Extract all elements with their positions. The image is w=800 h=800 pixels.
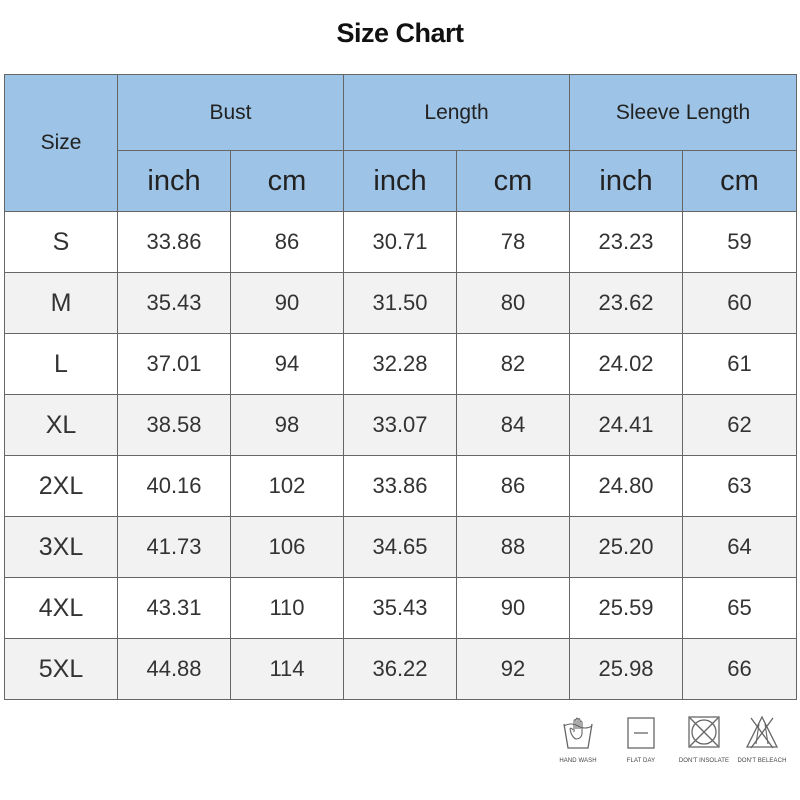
table-row	[5, 334, 797, 395]
measurement-cell: 65	[683, 578, 797, 639]
table-row	[5, 578, 797, 639]
measurement-cell: 36.22	[344, 639, 457, 700]
unit-header: cm	[457, 151, 570, 212]
care-label: DON'T INSOLATE	[678, 758, 730, 764]
measurement-cell: 30.71	[344, 212, 457, 273]
table-row	[5, 212, 797, 273]
measurement-cell: 33.86	[118, 212, 231, 273]
care-item-do-not-tumble-dry	[674, 712, 734, 764]
size-cell: M	[5, 273, 118, 334]
measurement-cell: 44.88	[118, 639, 231, 700]
measurement-cell: 35.43	[118, 273, 231, 334]
measurement-cell: 59	[683, 212, 797, 273]
page-title: Size Chart	[336, 18, 464, 48]
measurement-cell: 63	[683, 456, 797, 517]
measurement-cell: 94	[231, 334, 344, 395]
size-cell: XL	[5, 395, 118, 456]
hand-wash-icon	[561, 712, 595, 752]
measurement-cell: 32.28	[344, 334, 457, 395]
measurement-cell: 86	[457, 456, 570, 517]
size-column-header: Size	[5, 75, 118, 212]
size-cell: 3XL	[5, 517, 118, 578]
care-label: DON'T BELEACH	[737, 758, 787, 764]
unit-header: inch	[570, 151, 683, 212]
header-unit-row	[5, 151, 797, 212]
measurement-cell: 88	[457, 517, 570, 578]
measurement-cell: 24.41	[570, 395, 683, 456]
measurement-cell: 66	[683, 639, 797, 700]
size-cell: 5XL	[5, 639, 118, 700]
measurement-cell: 25.59	[570, 578, 683, 639]
care-item-hand-wash	[548, 712, 608, 764]
measurement-cell: 38.58	[118, 395, 231, 456]
unit-header: inch	[344, 151, 457, 212]
sleeve-length-group-header: Sleeve Length	[570, 75, 797, 151]
measurement-cell: 82	[457, 334, 570, 395]
measurement-cell: 110	[231, 578, 344, 639]
measurement-cell: 25.20	[570, 517, 683, 578]
measurement-cell: 84	[457, 395, 570, 456]
measurement-cell: 60	[683, 273, 797, 334]
size-table-body	[5, 212, 797, 700]
measurement-cell: 35.43	[344, 578, 457, 639]
care-item-do-not-bleach	[732, 712, 792, 764]
measurement-cell: 90	[457, 578, 570, 639]
measurement-cell: 24.80	[570, 456, 683, 517]
table-row	[5, 517, 797, 578]
measurement-cell: 37.01	[118, 334, 231, 395]
measurement-cell: 41.73	[118, 517, 231, 578]
care-label: HAND WASH	[559, 758, 597, 764]
length-group-header: Length	[344, 75, 570, 151]
measurement-cell: 33.07	[344, 395, 457, 456]
unit-header: cm	[231, 151, 344, 212]
measurement-cell: 102	[231, 456, 344, 517]
size-cell: 4XL	[5, 578, 118, 639]
size-chart-table	[4, 74, 797, 700]
measurement-cell: 90	[231, 273, 344, 334]
measurement-cell: 34.65	[344, 517, 457, 578]
measurement-cell: 92	[457, 639, 570, 700]
table-row	[5, 395, 797, 456]
table-row	[5, 273, 797, 334]
care-label: FLAT DAY	[626, 758, 656, 764]
flat-dry-icon	[624, 712, 658, 752]
measurement-cell: 31.50	[344, 273, 457, 334]
measurement-cell: 33.86	[344, 456, 457, 517]
measurement-cell: 80	[457, 273, 570, 334]
measurement-cell: 23.23	[570, 212, 683, 273]
measurement-cell: 98	[231, 395, 344, 456]
measurement-cell: 62	[683, 395, 797, 456]
table-row	[5, 639, 797, 700]
measurement-cell: 61	[683, 334, 797, 395]
size-cell: S	[5, 212, 118, 273]
do-not-bleach-icon	[744, 712, 780, 752]
bust-group-header: Bust	[118, 75, 344, 151]
table-row	[5, 456, 797, 517]
measurement-cell: 64	[683, 517, 797, 578]
header-group-row	[5, 75, 797, 151]
measurement-cell: 43.31	[118, 578, 231, 639]
measurement-cell: 106	[231, 517, 344, 578]
measurement-cell: 114	[231, 639, 344, 700]
measurement-cell: 40.16	[118, 456, 231, 517]
measurement-cell: 25.98	[570, 639, 683, 700]
measurement-cell: 78	[457, 212, 570, 273]
size-cell: 2XL	[5, 456, 118, 517]
measurement-cell: 23.62	[570, 273, 683, 334]
measurement-cell: 24.02	[570, 334, 683, 395]
unit-header: inch	[118, 151, 231, 212]
size-cell: L	[5, 334, 118, 395]
do-not-tumble-dry-icon	[686, 712, 722, 752]
measurement-cell: 86	[231, 212, 344, 273]
unit-header: cm	[683, 151, 797, 212]
care-item-flat-dry	[611, 712, 671, 764]
